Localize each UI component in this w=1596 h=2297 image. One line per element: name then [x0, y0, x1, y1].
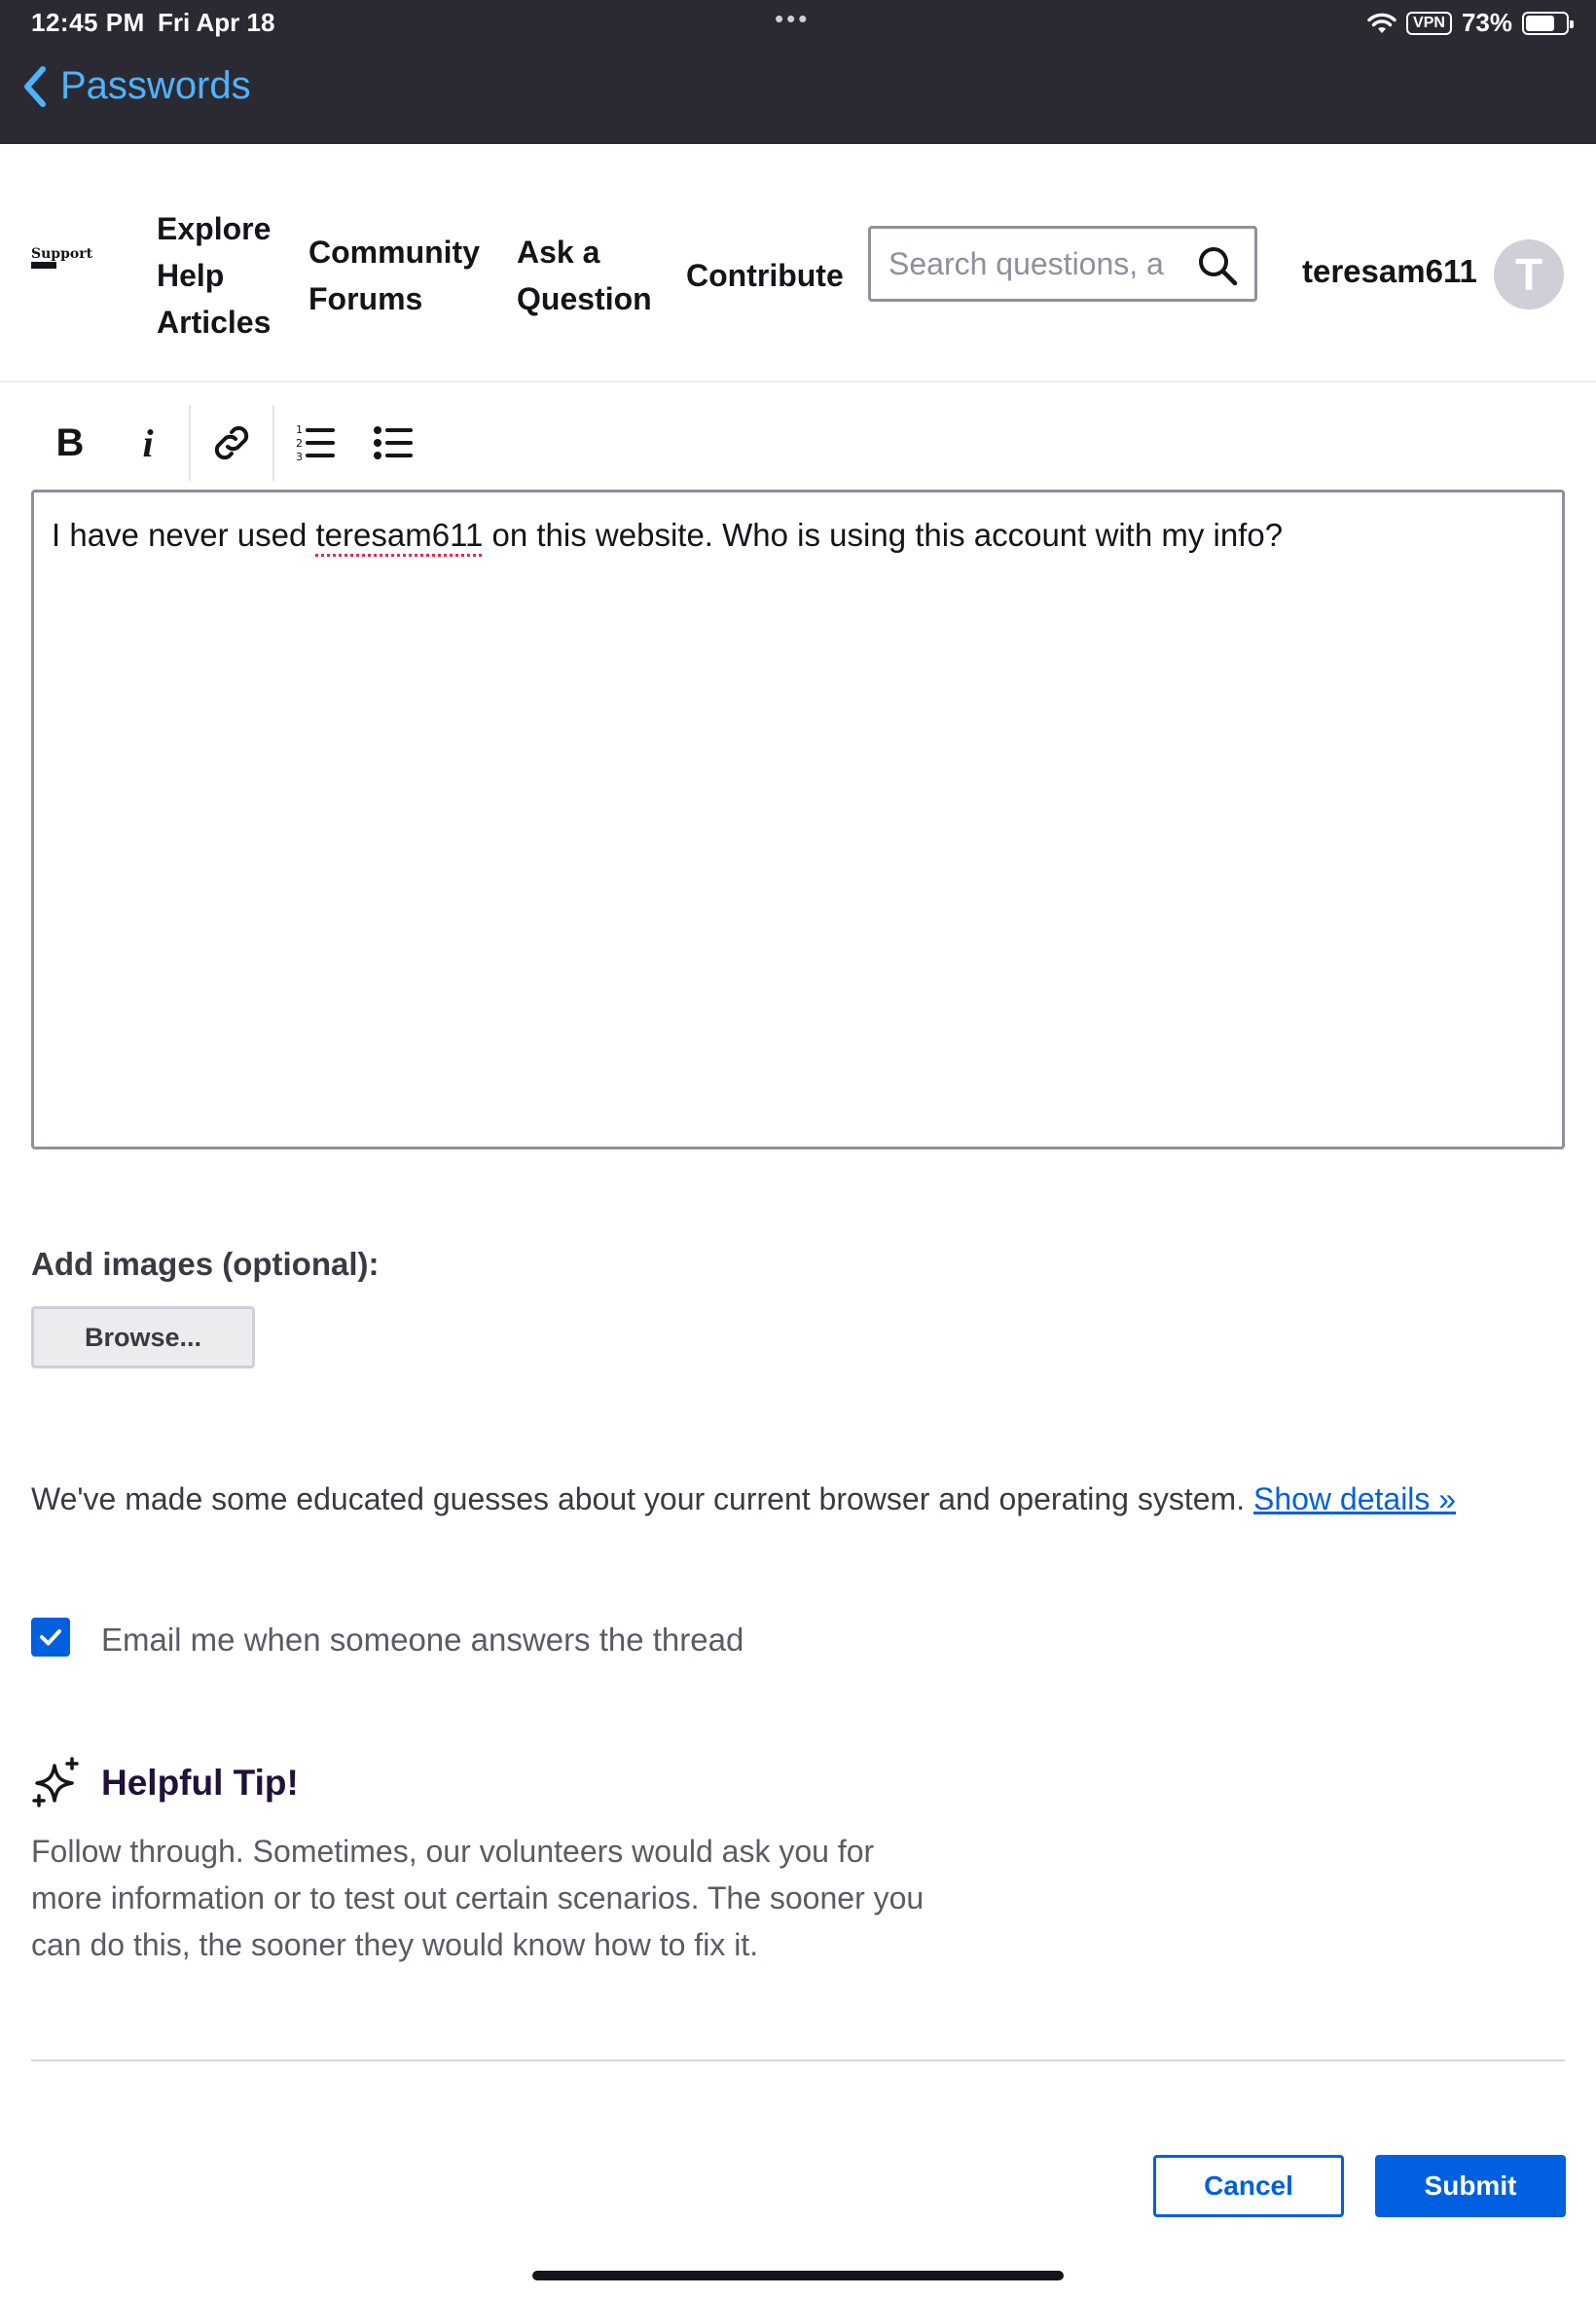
- checkmark-icon: [37, 1623, 64, 1651]
- italic-button[interactable]: i: [142, 420, 154, 465]
- editor-text: on this website. Who is using this account with my info?: [483, 517, 1284, 553]
- link-icon: [208, 419, 255, 466]
- show-details-link[interactable]: Show details »: [1252, 1481, 1457, 1516]
- add-images-label: Add images (optional):: [31, 1246, 380, 1282]
- vpn-badge: VPN: [1406, 12, 1452, 35]
- editor-text: I have never used: [52, 517, 316, 553]
- chevron-left-icon: [23, 65, 47, 108]
- svg-text:3: 3: [296, 451, 303, 463]
- divider: [31, 2060, 1565, 2061]
- wifi-icon: [1367, 12, 1396, 35]
- nav-ask-a-question[interactable]: Ask a Question: [517, 235, 652, 316]
- search-box: [868, 226, 1257, 302]
- avatar[interactable]: T: [1494, 239, 1564, 310]
- bold-button[interactable]: B: [55, 420, 85, 464]
- sparkle-icon: [31, 1756, 82, 1808]
- submit-button[interactable]: Submit: [1375, 2155, 1566, 2217]
- site-header: [0, 144, 1596, 383]
- question-textarea[interactable]: [31, 490, 1565, 1149]
- browser-guess-notice: [31, 1481, 1456, 1517]
- top-bar: [0, 0, 1596, 144]
- cancel-button[interactable]: Cancel: [1153, 2155, 1344, 2217]
- helpful-tip-title: Helpful Tip!: [101, 1763, 299, 1803]
- status-date: Fri Apr 18: [158, 8, 275, 37]
- email-notify-checkbox[interactable]: [31, 1618, 70, 1657]
- nav-community-forums[interactable]: Community Forums: [308, 235, 480, 316]
- bulleted-list-button[interactable]: [354, 408, 432, 478]
- browser-guess-text: We've made some educated guesses about your current browser and operating system.: [31, 1481, 1253, 1516]
- email-notify-label[interactable]: Email me when someone answers the thread: [101, 1622, 744, 1658]
- nav-contribute[interactable]: Contribute: [686, 258, 844, 293]
- toolbar-separator: [189, 405, 191, 481]
- battery-icon: [1522, 12, 1569, 35]
- search-input[interactable]: [871, 246, 1192, 282]
- back-button-label: Passwords: [60, 64, 251, 107]
- status-icons: [1367, 8, 1569, 38]
- home-indicator[interactable]: [532, 2271, 1064, 2280]
- bulleted-list-icon: [372, 421, 415, 464]
- browse-button[interactable]: Browse...: [31, 1306, 255, 1368]
- editor-toolbar: [31, 404, 432, 482]
- username[interactable]: teresam611: [1302, 253, 1477, 289]
- back-button[interactable]: [23, 64, 251, 108]
- misspelled-word: teresam611: [315, 517, 484, 553]
- svg-text:2: 2: [296, 437, 303, 450]
- multitasking-dots[interactable]: •••: [775, 4, 811, 33]
- numbered-list-icon: [294, 421, 337, 464]
- search-icon[interactable]: [1196, 244, 1239, 287]
- nav-explore-help-articles[interactable]: Explore Help Articles: [157, 211, 272, 340]
- support-logo[interactable]: Support: [31, 247, 86, 269]
- link-button[interactable]: [193, 408, 271, 478]
- toolbar-separator: [272, 405, 274, 481]
- battery-percent: 73%: [1461, 8, 1512, 37]
- helpful-tip-body: Follow through. Sometimes, our volunteers would ask you for more information or to test out certain scenarios. The sooner you can do this, the sooner they would know how to fix it.: [31, 1834, 925, 1962]
- svg-text:1: 1: [296, 423, 303, 436]
- status-time: 12:45 PM: [31, 8, 145, 37]
- numbered-list-button[interactable]: [276, 408, 354, 478]
